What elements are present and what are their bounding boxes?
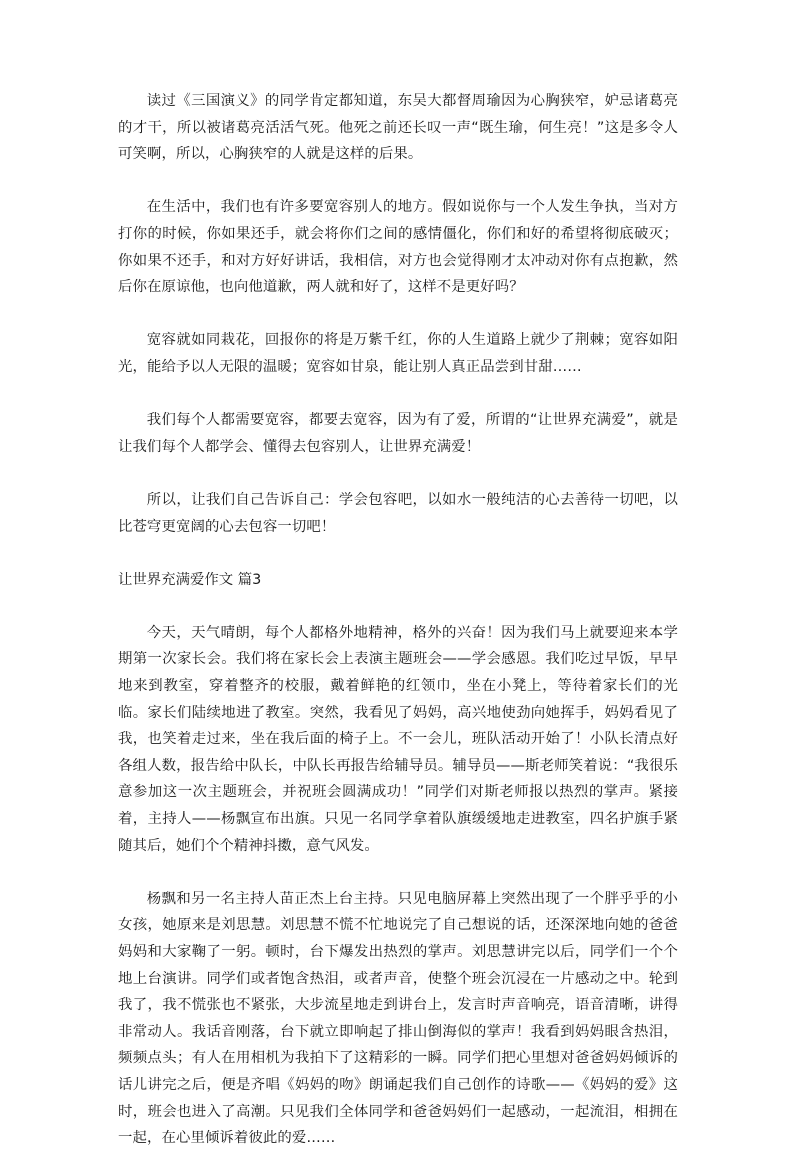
paragraph-conclusion: 所以，让我们自己告诉自己：学会包容吧，以如水一般纯洁的心去善待一切吧，以比苍穹更宽阔的心去包容一切吧！	[118, 491, 678, 535]
paragraph-parents-meeting: 今天，天气晴朗，每个人都格外地精神，格外的兴奋！因为我们马上就要迎来本学期第一次家长会。我们将在家长会上表演主题班会——学会感恩。我们吃过早饭，早早地来到教室，穿着整齐的校服，戴着鲜艳的红领巾，坐在小凳上，等待着家长们的光临。家长们陆续地进了教室。突然，我看见了妈妈，高兴地使劲向她挥手，妈妈看见了我，也笑着走过来，坐在我后面的椅子上。不一会儿，班队活动开始了！小队长清点好各组人数，报告给中队长，中队长再报告给辅导员。辅导员——斯老师笑着说：“我很乐意参加这一次主题班会，并祝班会圆满成功！”同学们对斯老师报以热烈的掌声。紧接着，主持人——杨飘宣布出旗。只见一名同学拿着队旗缓缓地走进教室，四名护旗手紧随其后，她们个个精神抖擞，意气风发。	[118, 624, 678, 854]
paragraph-gap	[118, 460, 678, 487]
paragraph-zhou-yu: 读过《三国演义》的同学肯定都知道，东吴大都督周瑜因为心胸狭窄，妒忌诸葛亮的才干，所以被诸葛亮活活气死。他死之前还长叹一声“既生瑜，何生亮！”这是多令人可笑啊，所以，心胸狭窄的人就是这样的后果。	[118, 93, 678, 163]
paragraph-gap	[118, 540, 678, 567]
paragraph-gap	[118, 859, 678, 886]
paragraph-tolerance-metaphors: 宽容就如同栽花，回报你的将是万紫千红，你的人生道路上就少了荆棘；宽容如阳光，能给予以人无限的温暖；宽容如甘泉，能让别人真正品尝到甘甜……	[118, 332, 678, 375]
section-title: 让世界充满爱作文 篇3	[118, 571, 262, 588]
paragraph-conflict: 在生活中，我们也有许多要宽容别人的地方。假如说你与一个人发生争执，当对方打你的时候，你如果还手，就会将你们之间的感情僵化，你们和好的希望将彻底破灭；你如果不还手，和对方好好讲话，我相信，对方也会觉得刚才太冲动对你有点抱歉，然后你在原谅他，也向他道歉，两人就和好了，这样不是更好吗？	[118, 199, 678, 296]
document-page	[118, 88, 678, 1152]
paragraph-gap	[118, 381, 678, 408]
paragraph-gap	[118, 168, 678, 195]
paragraph-class-meeting: 杨飘和另一名主持人苗正杰上台主持。只见电脑屏幕上突然出现了一个胖乎乎的小女孩，她原来是刘思慧。刘思慧不慌不忙地说完了自己想说的话，还深深地向她的爸爸妈妈和大家鞠了一躬。顿时，台下爆发出热烈的掌声。刘思慧讲完以后，同学们一个个地上台演讲。同学们或者饱含热泪，或者声音，使整个班会沉浸在一片感动之中。轮到我了，我不慌张也不紧张，大步流星地走到讲台上，发言时声音响亮，语音清晰，讲得非常动人。我话音刚落，台下就立即响起了排山倒海似的掌声！我看到妈妈眼含热泪，频频点头；有人在用相机为我拍下了这精彩的一瞬。同学们把心里想对爸爸妈妈倾诉的话儿讲完之后，便是齐唱《妈妈的吻》朗诵起我们自己创作的诗歌——《妈妈的爱》这时，班会也进入了高潮。只见我们全体同学和爸爸妈妈们一起感动，一起流泪，相拥在一起，在心里倾诉着彼此的爱……	[118, 890, 678, 1147]
paragraph-world-full-of-love: 我们每个人都需要宽容，都要去宽容，因为有了爱，所谓的“让世界充满爱”，就是让我们每个人都学会、懂得去包容别人，让世界充满爱！	[118, 412, 678, 455]
paragraph-gap	[118, 301, 678, 328]
paragraph-gap	[118, 593, 678, 620]
